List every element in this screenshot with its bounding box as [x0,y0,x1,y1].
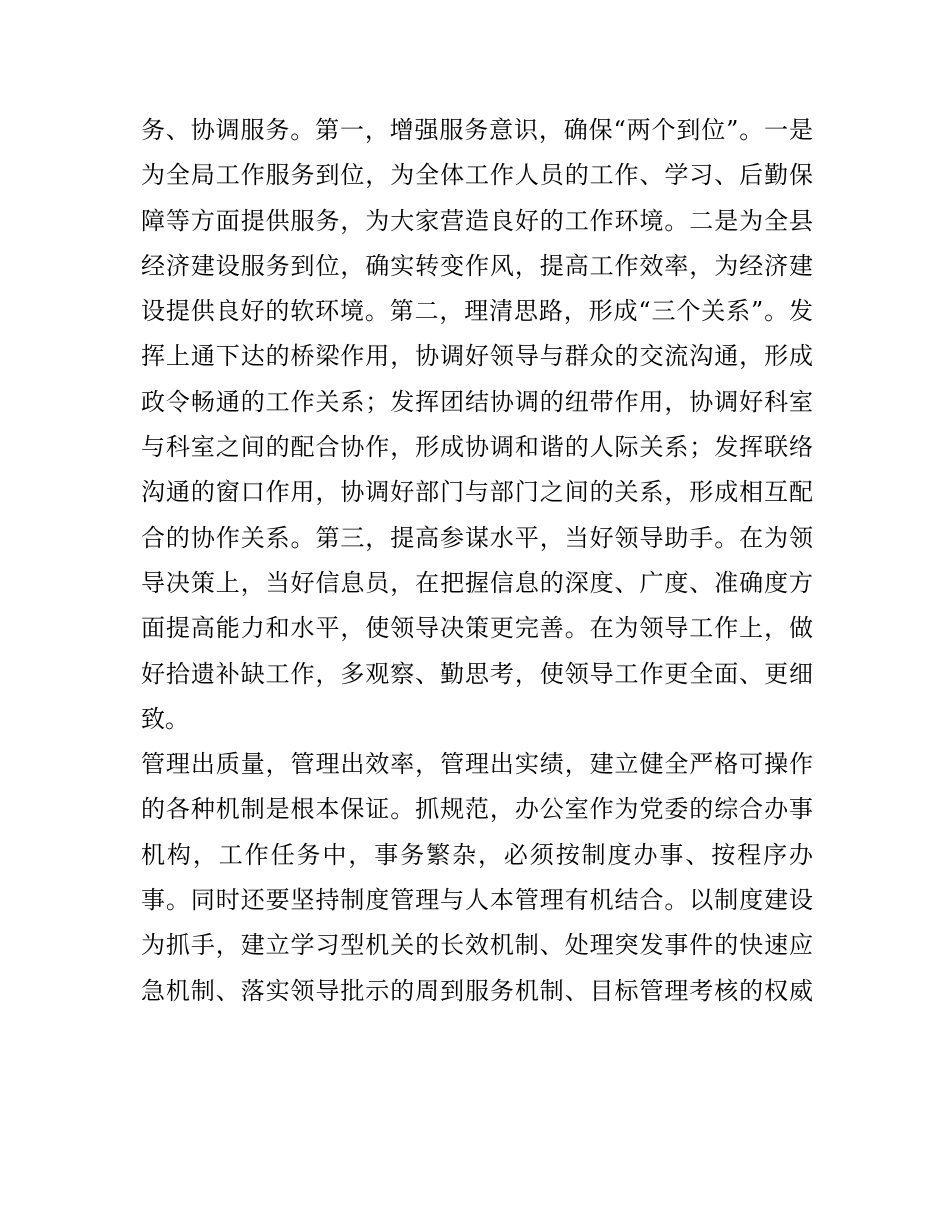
text-line: 事。同时还要坚持制度管理与人本管理有机结合。以制度建设 [141,886,813,915]
text-line: 好拾遗补缺工作，多观察、勤思考，使领导工作更全面、更细 [141,659,813,688]
text-line: 与科室之间的配合协作，形成协调和谐的人际关系；发挥联络 [141,433,813,462]
text-line: 为全局工作服务到位，为全体工作人员的工作、学习、后勤保 [141,161,813,190]
text-line: 的各种机制是根本保证。抓规范，办公室作为党委的综合办事 [141,795,813,824]
text-line: 导决策上，当好信息员，在把握信息的深度、广度、准确度方 [141,568,813,597]
text-line: 经济建设服务到位，确实转变作风，提高工作效率，为经济建 [141,251,813,280]
text-line: 合的协作关系。第三，提高参谋水平，当好领导助手。在为领 [141,523,813,552]
text-line: 急机制、落实领导批示的周到服务机制、目标管理考核的权威 [141,976,813,1005]
body-text [141,108,813,1014]
text-line: 为抓手，建立学习型机关的长效机制、处理突发事件的快速应 [141,931,813,960]
text-line: 面提高能力和水平，使领导决策更完善。在为领导工作上，做 [141,614,813,643]
text-line: 政令畅通的工作关系；发挥团结协调的纽带作用，协调好科室 [141,387,813,416]
text-line: 设提供良好的软环境。第二，理清思路，形成“三个关系”。发 [141,297,813,326]
text-line: 沟通的窗口作用，协调好部门与部门之间的关系，形成相互配 [141,478,813,507]
text-line: 挥上通下达的桥梁作用，协调好领导与群众的交流沟通，形成 [141,342,813,371]
paragraph-end-line: 致。 [141,704,189,733]
text-line: 机构，工作任务中，事务繁杂，必须按制度办事、按程序办 [141,840,813,869]
text-line: 管理出质量，管理出效率，管理出实绩，建立健全严格可操作 [141,750,813,779]
text-line: 务、协调服务。第一，增强服务意识，确保“两个到位”。一是 [141,116,813,144]
text-line: 障等方面提供服务，为大家营造良好的工作环境。二是为全县 [141,206,813,235]
